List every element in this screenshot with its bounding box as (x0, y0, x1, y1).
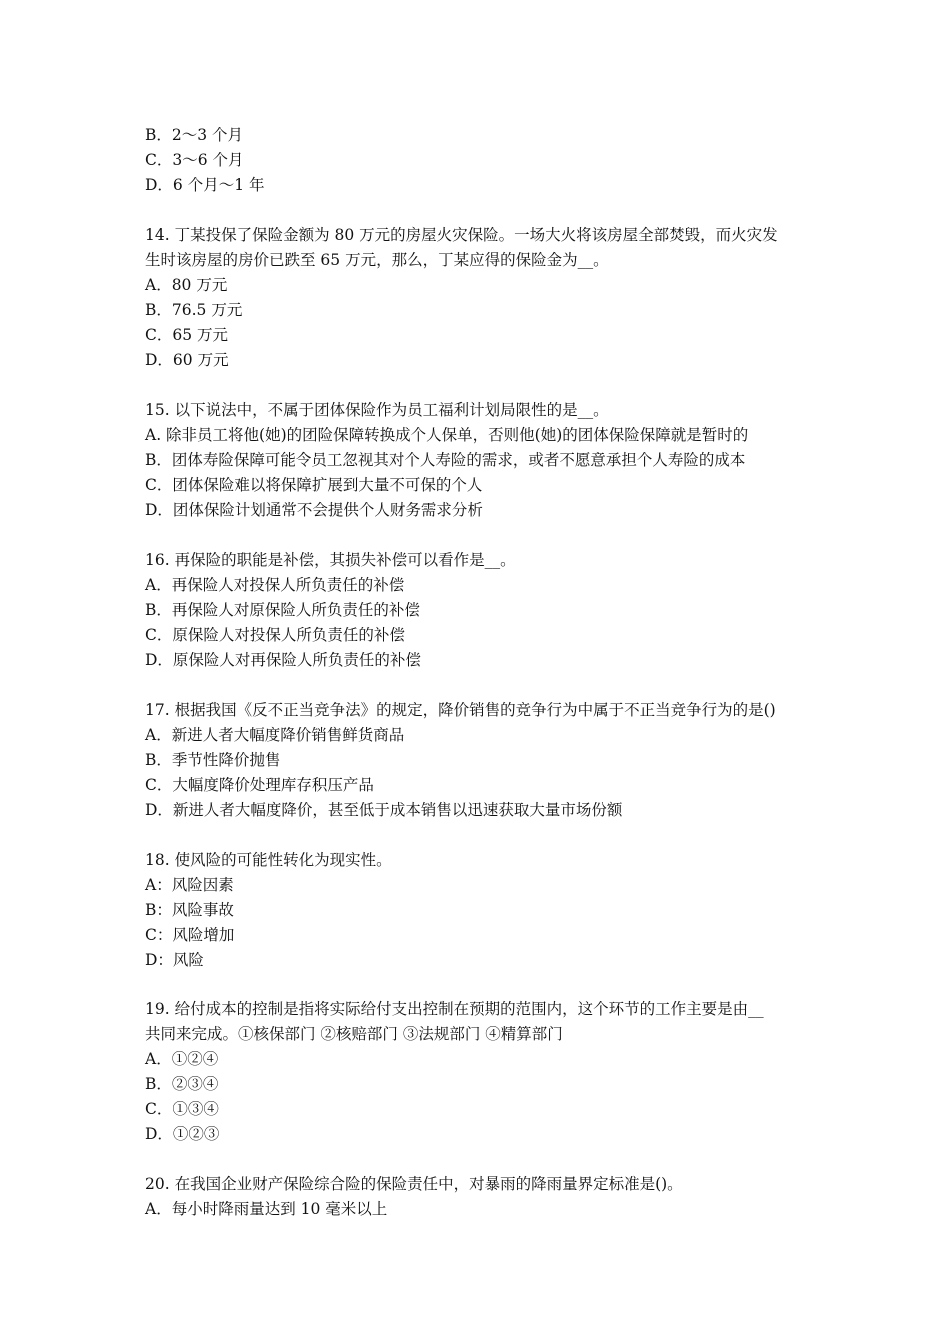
option-line: D．新进人者大幅度降价，甚至低于成本销售以迅速获取大量市场份额 (145, 801, 623, 819)
option-line: D．团体保险计划通常不会提供个人财务需求分析 (145, 501, 483, 519)
option-line: B．76.5 万元 (145, 301, 243, 319)
option-line: C．原保险人对投保人所负责任的补偿 (145, 626, 405, 644)
question-15-text: 15. 以下说法中，不属于团体保险作为员工福利计划局限性的是__。 (145, 401, 609, 419)
question-16-text: 16. 再保险的职能是补偿，其损失补偿可以看作是__。 (145, 551, 516, 569)
option-line: B．再保险人对原保险人所负责任的补偿 (145, 601, 420, 619)
question-14-text: 生时该房屋的房价已跌至 65 万元，那么，丁某应得的保险金为__。 (145, 251, 609, 269)
option-line: B．团体寿险保障可能令员工忽视其对个人寿险的需求，或者不愿意承担个人寿险的成本 (145, 451, 746, 469)
option-line: C：风险增加 (145, 926, 235, 944)
option-line: A．每小时降雨量达到 10 毫米以上 (145, 1200, 388, 1218)
option-line: B．②③④ (145, 1075, 219, 1093)
option-line: D．6 个月～1 年 (145, 176, 265, 194)
option-line: A．80 万元 (145, 276, 228, 294)
option-line: A. 除非员工将他(她)的团险保障转换成个人保单，否则他(她)的团体保险保障就是暂时的 (145, 426, 749, 444)
option-line: C．团体保险难以将保障扩展到大量不可保的个人 (145, 476, 483, 494)
option-line: C．65 万元 (145, 326, 229, 344)
option-line: D．①②③ (145, 1125, 220, 1143)
question-19-text: 19. 给付成本的控制是指将实际给付支出控制在预期的范围内，这个环节的工作主要是由__ (145, 1000, 764, 1018)
option-line: C．①③④ (145, 1100, 219, 1118)
question-14-text: 14. 丁某投保了保险金额为 80 万元的房屋火灾保险。一场大火将该房屋全部焚毁，而火灾发 (145, 226, 778, 244)
option-line: B．2～3 个月 (145, 126, 244, 144)
option-line: B．季节性降价抛售 (145, 751, 281, 769)
option-line: D．原保险人对再保险人所负责任的补偿 (145, 651, 421, 669)
question-20-text: 20. 在我国企业财产保险综合险的保险责任中，对暴雨的降雨量界定标准是()。 (145, 1175, 683, 1193)
question-19-text: 共同来完成。①核保部门 ②核赔部门 ③法规部门 ④精算部门 (145, 1025, 563, 1043)
option-line: D．60 万元 (145, 351, 229, 369)
option-line: A．①②④ (145, 1050, 219, 1068)
question-18-text: 18. 使风险的可能性转化为现实性。 (145, 851, 392, 869)
option-line: A．新进人者大幅度降价销售鲜货商品 (145, 726, 405, 744)
option-line: C．大幅度降价处理库存积压产品 (145, 776, 374, 794)
option-line: D：风险 (145, 951, 204, 969)
option-line: C．3～6 个月 (145, 151, 244, 169)
option-line: A．再保险人对投保人所负责任的补偿 (145, 576, 405, 594)
option-line: A：风险因素 (145, 876, 234, 894)
question-17-text: 17. 根据我国《反不正当竞争法》的规定，降价销售的竞争行为中属于不正当竞争行为的是() (145, 701, 776, 719)
option-line: B：风险事故 (145, 901, 234, 919)
